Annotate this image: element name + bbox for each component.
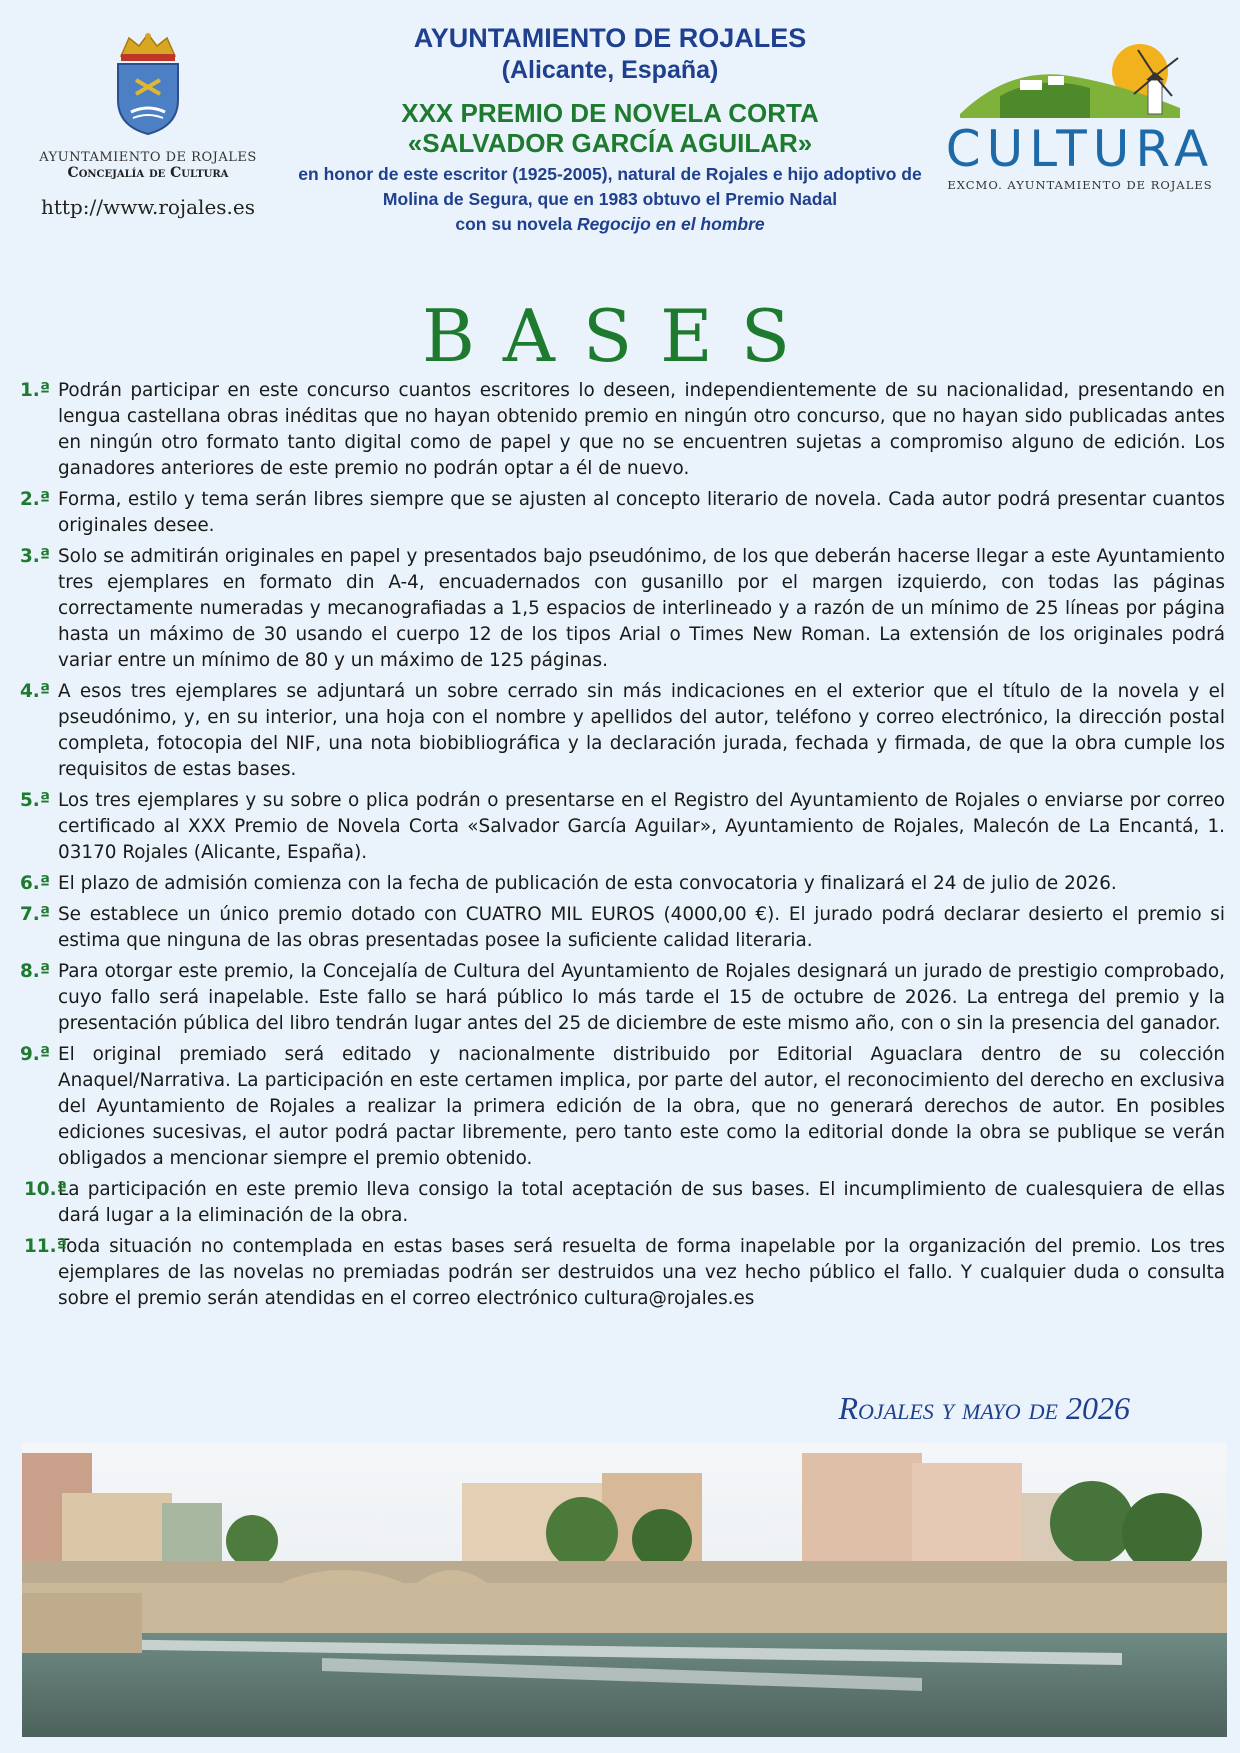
rojales-council-logo [18,28,278,219]
prize-honoree: «SALVADOR GARCÍA AGUILAR» [407,128,813,158]
rule-text: Solo se admitirán originales en papel y presentados bajo pseudónimo, de los que deberán hacerse llegar a este Ayuntamiento tres ejemplares en formato din A-4, encuadernados con gusanillo por el margen izquierdo, con todas las páginas correctamente numeradas y mecanografiadas a 1,5 espacios de interlineado y a razón de un mínimo de 25 líneas por página hasta un máximo de 30 usando el cuerpo 12 de los tipos Arial o Times New Roman. La extensión de los originales podrá variar entre un mínimo de 80 y un máximo de 125 páginas. [58,546,1225,671]
prize-description-prefix: con su novela [455,214,573,234]
rule-item [20,1177,1225,1229]
rule-text: La participación en este premio lleva consigo la total aceptación de sus bases. El incumplimiento de cualesquiera de ellas dará lugar a la eliminación de la obra. [58,1179,1225,1226]
rule-text: Forma, estilo y tema serán libres siempre que se ajusten al concepto literario de novela. Cada autor podrá presentar cuantos originales desee. [58,489,1225,536]
rule-item [20,1042,1225,1172]
rule-text: El plazo de admisión comienza con la fecha de publicación de esta convocatoria y finalizará el 24 de julio de 2026. [58,873,1117,894]
rule-text: Toda situación no contemplada en estas bases será resuelta de forma inapelable por la organización del premio. Los tres ejemplares de las novelas no premiadas podrán ser destruidos una vez hecho público el fallo. Y cualquier duda o consulta sobre el premio serán atendidas en el correo electrónico cultura@rojales.es [58,1236,1225,1309]
rule-text: Se establece un único premio dotado con CUATRO MIL EUROS (4000,00 €). El jurado podrá declarar desierto el premio si estima que ninguna de las obras presentadas posee la suficiente calidad literaria. [58,904,1225,951]
rule-text: Para otorgar este premio, la Concejalía de Cultura del Ayuntamiento de Rojales designará un jurado de prestigio comprobado, cuyo fallo será inapelable. Este fallo se hará público lo más tarde el 15 de octubre de 2026. La entrega del premio y la presentación pública del libro tendrán lugar antes del 25 de diciembre de este mismo año, con o sin la presencia del ganador. [58,961,1225,1034]
rule-number: 6.ª [20,873,51,894]
rule-number: 5.ª [20,790,51,811]
prize-description-line2: Molina de Segura, que en 1983 obtuvo el Premio Nadal [382,189,838,209]
place-and-date: Rojales y mayo de 2026 [838,1390,1130,1426]
rule-text: El original premiado será editado y nacionalmente distribuido por Editorial Aguaclara dentro de su colección Anaquel/Narrativa. La participación en este certamen implica, por parte del autor, el reconocimiento del derecho en exclusiva del Ayuntamiento de Rojales a realizar la primera edición de la obra, que no generará derechos de autor. En posibles ediciones sucesivas, el autor podrá pactar libremente, pero tanto este como la editorial donde la obra se publique se verán obligados a mencionar siempre el premio obtenido. [58,1044,1225,1169]
rule-item [20,544,1225,674]
rule-number: 9.ª [20,1044,51,1065]
rule-text: Los tres ejemplares y su sobre o plica podrán o presentarse en el Registro del Ayuntamiento de Rojales o enviarse por correo certificado al XXX Premio de Novela Corta «Salvador García Aguilar», Ayuntamiento de Rojales, Malecón de La Encantá, 1. 03170 Rojales (Alicante, España). [58,790,1225,863]
rule-item [20,902,1225,954]
prize-description [290,162,930,237]
council-name: AYUNTAMIENTO DE ROJALES [39,150,257,165]
rule-number: 8.ª [20,961,51,982]
cultura-council-name: EXCMO. AYUNTAMIENTO DE ROJALES [947,178,1213,192]
town-river-photo [22,1443,1227,1737]
prize-name: XXX PREMIO DE NOVELA CORTA [401,98,819,128]
rule-item [20,378,1225,482]
cultura-wordmark: CULTURA [945,120,1215,178]
rule-number: 2.ª [20,489,51,510]
landscape-windmill-icon [940,36,1220,126]
rule-number: 3.ª [20,546,51,567]
header-title-block [290,22,930,237]
rule-item [20,959,1225,1037]
header-title: AYUNTAMIENTO DE ROJALES [413,23,807,53]
rule-item [20,788,1225,866]
rule-number: 10.ª [24,1179,67,1200]
rule-item [20,679,1225,783]
website-url[interactable]: http://www.rojales.es [41,195,255,219]
rule-text: Podrán participar en este concurso cuantos escritores lo deseen, independientemente de su nacionalidad, presentando en lengua castellana obras inéditas que no hayan obtenido premio en ningún otro concurso, que no hayan sido publicadas antes en ningún otro formato tanto digital como de papel y que no se encuentren sujetas a compromiso alguno de edición. Los ganadores anteriores de este premio no podrán optar a él de nuevo. [58,380,1225,479]
rule-number: 1.ª [20,380,51,401]
rule-item [20,871,1225,897]
rule-number: 11.ª [24,1236,67,1257]
rules-list [20,378,1225,1317]
rule-number: 4.ª [20,681,51,702]
coat-of-arms-icon [103,28,193,138]
poster-header [0,0,1240,300]
prize-description-line3 [290,212,930,237]
prize-description-line1: en honor de este escritor (1925-2005), natural de Rojales e hijo adoptivo de [298,164,922,184]
council-department: Concejalía de Cultura [67,165,229,181]
novel-title: Regocijo en el hombre [576,214,765,234]
cultura-logo [935,36,1225,192]
rule-number: 7.ª [20,904,51,925]
rule-item [20,1234,1225,1312]
rule-text: A esos tres ejemplares se adjuntará un sobre cerrado sin más indicaciones en el exterior que el título de la novela y el pseudónimo, y, en su interior, una hoja con el nombre y apellidos del autor, teléfono y correo electrónico, la dirección postal completa, fotocopia del NIF, una nota biobibliográfica y la declaración jurada, fechada y firmada, de que la obra cumple los requisitos de estas bases. [58,681,1225,780]
rule-item [20,487,1225,539]
bases-heading: BASES [421,294,819,378]
header-subtitle: (Alicante, España) [501,56,719,84]
